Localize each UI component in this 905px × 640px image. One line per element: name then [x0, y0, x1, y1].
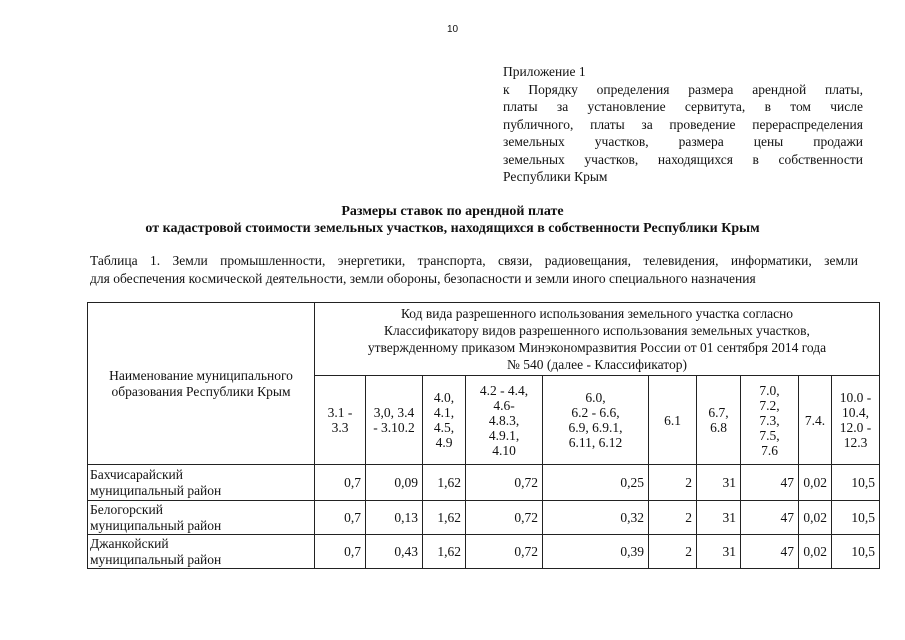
code-line: 7.0, [759, 382, 780, 398]
appendix-line: платы за установление сервитута, в том числе [503, 99, 863, 114]
code-line: 12.3 [843, 435, 868, 450]
code-line: 4.9.1, [488, 427, 520, 443]
rate-cell: 10,5 [832, 465, 880, 501]
code-line: - 3.10.2 [373, 420, 415, 435]
code-line: 3,0, 3.4 [373, 405, 415, 420]
rate-cell: 0,25 [543, 465, 649, 501]
rate-cell: 10,5 [832, 535, 880, 569]
caption-line-1: Таблица 1. Земли промышленности, энергетики, транспорта, связи, радиовещания, телевидения, информатики, земли [90, 253, 858, 268]
code-line: 6.1 [664, 412, 681, 428]
rate-cell: 31 [697, 501, 741, 535]
rate-cell: 0,02 [799, 535, 832, 569]
code-header-cell [832, 376, 880, 465]
rate-cell: 2 [649, 535, 697, 569]
table-row [88, 465, 880, 501]
appendix-title: Приложение 1 [503, 64, 586, 79]
rate-cell: 0,72 [466, 501, 543, 535]
title-line-1: Размеры ставок по арендной плате [341, 204, 564, 219]
code-line: 7.4. [804, 412, 826, 428]
municipality-name-line: Джанкойский [90, 535, 169, 551]
code-line: 4.9 [435, 435, 453, 450]
rate-cell: 0,32 [543, 501, 649, 535]
appendix-line: к Порядку определения размера арендной платы, [503, 81, 863, 97]
table-caption [90, 252, 858, 288]
municipality-name-line: муниципальный район [90, 551, 222, 567]
code-line: 4.6- [493, 397, 515, 413]
municipality-name-line: муниципальный район [90, 482, 222, 498]
code-line: 10.4, [842, 405, 869, 420]
rate-cell: 1,62 [423, 501, 466, 535]
rate-cell: 0,7 [315, 535, 366, 569]
code-header-cell [649, 376, 697, 465]
appendix-block [503, 63, 863, 186]
code-header-cell [741, 376, 799, 465]
code-header-cell [799, 376, 832, 465]
code-line: 7.5, [759, 427, 780, 443]
code-header: Код вида разрешенного использования земельного участка согласно Классификатору видов разрешенного использования земельных участков, утвержденному приказом Минэкономразвития России от 01 сентября 2014 года № 540 (далее - Классификатор) [315, 303, 880, 376]
rate-cell: 31 [697, 465, 741, 501]
rate-cell: 0,39 [543, 535, 649, 569]
rate-cell: 0,02 [799, 465, 832, 501]
rate-cell: 47 [741, 465, 799, 501]
code-header-cell [543, 376, 649, 465]
table-body [88, 465, 880, 569]
code-line: 4.2 - 4.4, [479, 382, 529, 398]
code-line: 4.1, [433, 405, 455, 420]
table-row [88, 535, 880, 569]
code-line: 3.3 [331, 420, 349, 435]
code-line: 7.6 [761, 442, 778, 458]
rate-cell: 0,09 [366, 465, 423, 501]
code-line: 6.9, 6.9.1, [568, 420, 623, 435]
municipality-header: Наименование муниципального образования Республики Крым [88, 303, 315, 465]
rate-cell: 10,5 [832, 501, 880, 535]
appendix-line: земельных участков, размера цены продажи [503, 134, 863, 149]
code-line: 3.1 - [327, 405, 353, 420]
code-line: 4.0, [433, 390, 455, 405]
rate-cell: 2 [649, 501, 697, 535]
rate-cell: 47 [741, 535, 799, 569]
municipality-name-line: муниципальный район [90, 517, 222, 533]
code-line: 4.10 [492, 442, 516, 458]
rate-cell: 0,7 [315, 501, 366, 535]
municipality-name [88, 501, 315, 535]
code-line: 6.8 [710, 420, 727, 435]
rate-cell: 31 [697, 535, 741, 569]
appendix-line: земельных участков, находящихся в собственности [503, 151, 863, 167]
page-number: 10 [446, 24, 459, 35]
rate-cell: 0,72 [466, 535, 543, 569]
rate-cell: 0,7 [315, 465, 366, 501]
appendix-line: публичного, платы за проведение перераспределения [503, 116, 863, 132]
code-line: 4.8.3, [488, 412, 520, 428]
code-header-cell [315, 376, 366, 465]
rate-cell: 0,72 [466, 465, 543, 501]
code-header-cell [423, 376, 466, 465]
table-row [88, 501, 880, 535]
code-line: 6.2 - 6.6, [571, 405, 620, 420]
code-line: 7.2, [759, 397, 780, 413]
rate-cell: 1,62 [423, 535, 466, 569]
code-line: 10.0 - [839, 390, 872, 405]
code-line: 6.7, [708, 405, 729, 420]
code-line: 6.11, 6.12 [568, 435, 623, 450]
rates-table [87, 302, 880, 569]
rate-cell: 1,62 [423, 465, 466, 501]
municipality-name [88, 465, 315, 501]
title-line-2: от кадастровой стоимости земельных участков, находящихся в собственности Республики Крым [145, 221, 760, 236]
code-line: 4.5, [433, 420, 455, 435]
rate-cell: 0,13 [366, 501, 423, 535]
municipality-name-line: Белогорский [90, 501, 163, 517]
rate-cell: 0,02 [799, 501, 832, 535]
rate-cell: 0,43 [366, 535, 423, 569]
appendix-line: Республики Крым [503, 169, 608, 184]
code-header-cell [366, 376, 423, 465]
municipality-name [88, 535, 315, 569]
code-header-cell [697, 376, 741, 465]
code-line: 6.0, [585, 390, 606, 405]
rate-cell: 47 [741, 501, 799, 535]
code-line: 12.0 - [839, 420, 872, 435]
rate-cell: 2 [649, 465, 697, 501]
code-line: 7.3, [759, 412, 780, 428]
code-header-cell [466, 376, 543, 465]
caption-line-2: для обеспечения космической деятельности, земли обороны, безопасности и земли иного специального назначения [90, 271, 756, 286]
municipality-name-line: Бахчисарайский [90, 466, 183, 482]
document-title [0, 203, 905, 237]
